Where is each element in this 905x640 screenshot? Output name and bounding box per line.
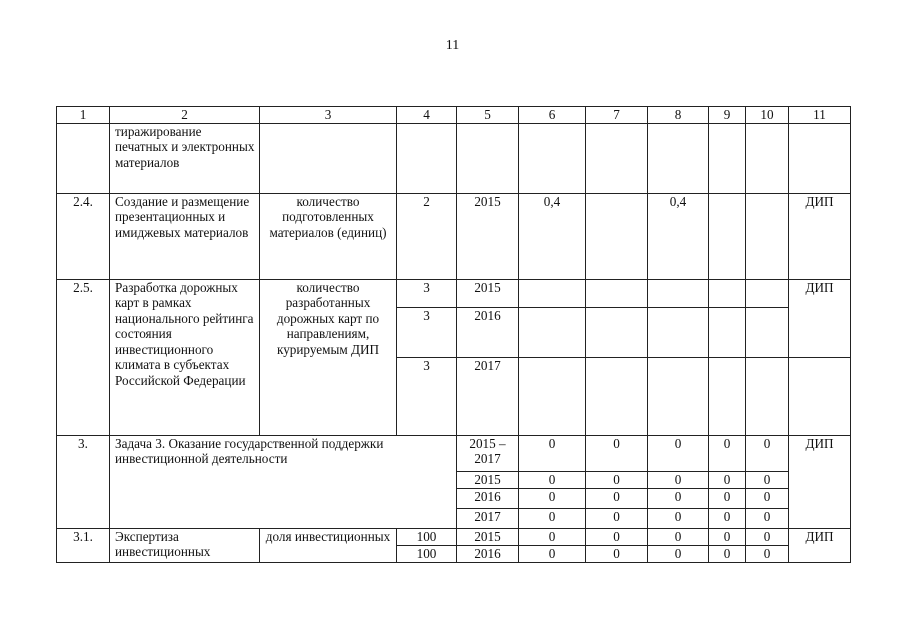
col6-value: 0 — [519, 545, 586, 562]
header-cell: 6 — [519, 107, 586, 124]
year: 2015 — [457, 528, 519, 545]
activity-name: Экспертиза инвестиционных — [110, 528, 260, 562]
col10-value: 0 — [746, 435, 789, 471]
header-cell: 9 — [709, 107, 746, 124]
header-cell: 1 — [57, 107, 110, 124]
col10-value: 0 — [746, 528, 789, 545]
program-table — [56, 106, 851, 563]
table-row — [57, 123, 851, 193]
year: 2015 — [457, 193, 519, 279]
year: 2017 — [457, 357, 519, 435]
col7-value: 0 — [586, 508, 648, 528]
col6-value: 0 — [519, 488, 586, 508]
col6-value: 0 — [519, 528, 586, 545]
table-row-3-1 — [57, 528, 851, 545]
executor: ДИП — [789, 279, 851, 357]
col9-value: 0 — [709, 488, 746, 508]
col8-value: 0 — [648, 435, 709, 471]
executor: ДИП — [789, 435, 851, 528]
col8-value: 0,4 — [648, 193, 709, 279]
activity-name: Создание и размещение презентационных и имиджевых материалов — [110, 193, 260, 279]
col9-value: 0 — [709, 508, 746, 528]
activity-name: Разработка дорожных карт в рамках национального рейтинга состояния инвестиционного климата в субъектах Российской Федерации — [110, 279, 260, 435]
col8-value: 0 — [648, 471, 709, 488]
col8-value: 0 — [648, 528, 709, 545]
executor: ДИП — [789, 193, 851, 279]
col10-value: 0 — [746, 545, 789, 562]
task-name: Задача 3. Оказание государственной поддержки инвестиционной деятельности — [110, 435, 457, 528]
indicator-value: 100 — [397, 528, 457, 545]
col6-value: 0 — [519, 508, 586, 528]
col7-value: 0 — [586, 528, 648, 545]
year: 2016 — [457, 545, 519, 562]
col10-value: 0 — [746, 488, 789, 508]
col9-value: 0 — [709, 435, 746, 471]
header-cell: 3 — [260, 107, 397, 124]
header-cell: 7 — [586, 107, 648, 124]
year: 2017 — [457, 508, 519, 528]
col10-value: 0 — [746, 471, 789, 488]
indicator-value: 2 — [397, 193, 457, 279]
row-number: 2.5. — [57, 279, 110, 435]
header-cell: 5 — [457, 107, 519, 124]
year: 2016 — [457, 307, 519, 357]
indicator-value: 3 — [397, 279, 457, 307]
col7-value: 0 — [586, 471, 648, 488]
header-row — [57, 107, 851, 124]
col8-value: 0 — [648, 488, 709, 508]
header-cell: 11 — [789, 107, 851, 124]
indicator-value: 100 — [397, 545, 457, 562]
col7-value: 0 — [586, 488, 648, 508]
page-number: 11 — [445, 38, 460, 53]
col7-value: 0 — [586, 545, 648, 562]
indicator: доля инвестиционных — [260, 528, 397, 562]
table-row-2-5 — [57, 279, 851, 307]
year: 2015 — [457, 471, 519, 488]
executor: ДИП — [789, 528, 851, 562]
col8-value: 0 — [648, 545, 709, 562]
col9-value: 0 — [709, 471, 746, 488]
col9-value: 0 — [709, 545, 746, 562]
indicator-value: 3 — [397, 307, 457, 357]
row-number: 2.4. — [57, 193, 110, 279]
indicator: количество разработанных дорожных карт по направлениям, курируемым ДИП — [260, 279, 397, 435]
col6-value: 0 — [519, 435, 586, 471]
col10-value: 0 — [746, 508, 789, 528]
table-row-3 — [57, 435, 851, 471]
indicator: количество подготовленных материалов (единиц) — [260, 193, 397, 279]
col7-value: 0 — [586, 435, 648, 471]
header-cell: 8 — [648, 107, 709, 124]
indicator-value: 3 — [397, 357, 457, 435]
year: 2016 — [457, 488, 519, 508]
table-row-2-4 — [57, 193, 851, 279]
row-number: 3. — [57, 435, 110, 528]
header-cell: 2 — [110, 107, 260, 124]
col9-value: 0 — [709, 528, 746, 545]
year: 2015 — [457, 279, 519, 307]
year: 2015 – 2017 — [457, 435, 519, 471]
header-cell: 4 — [397, 107, 457, 124]
col6-value: 0,4 — [519, 193, 586, 279]
header-cell: 10 — [746, 107, 789, 124]
col8-value: 0 — [648, 508, 709, 528]
col6-value: 0 — [519, 471, 586, 488]
activity-name: тиражирование печатных и электронных материалов — [110, 123, 260, 193]
row-number: 3.1. — [57, 528, 110, 562]
